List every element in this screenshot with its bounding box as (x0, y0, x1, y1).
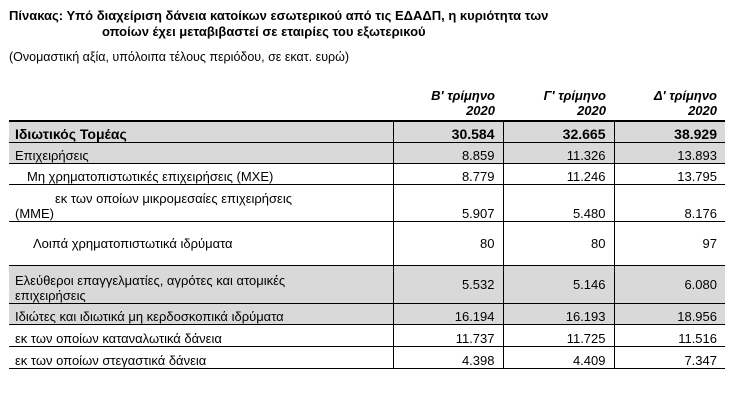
cell-value: 16.193 (503, 303, 614, 324)
row-label (9, 184, 393, 221)
cell-value: 30.584 (393, 121, 503, 142)
row-label: Επιχειρήσεις (9, 142, 393, 163)
row-label: Μη χρηματοπιστωτικές επιχειρήσεις (ΜΧΕ) (9, 163, 393, 184)
cell-value: 4.409 (503, 346, 614, 368)
cell-value: 97 (614, 221, 725, 265)
table-row-private-sector (9, 121, 725, 142)
row-label-line2: (ΜΜΕ) (15, 205, 54, 221)
table-row-other-financial (9, 221, 725, 265)
row-label: εκ των οποίων καταναλωτικά δάνεια (9, 324, 393, 346)
cell-value: 11.725 (503, 324, 614, 346)
table-row-housing-loans (9, 346, 725, 368)
cell-value: 16.194 (393, 303, 503, 324)
table-header-row (9, 77, 725, 121)
cell-value: 11.737 (393, 324, 503, 346)
cell-value: 8.859 (393, 142, 503, 163)
cell-value: 5.907 (393, 184, 503, 221)
row-label: Λοιπά χρηματοπιστωτικά ιδρύματα (9, 221, 393, 265)
cell-value: 8.176 (614, 184, 725, 221)
header-q4-2020: Δ' τρίμηνο 2020 (614, 77, 725, 121)
cell-value: 7.347 (614, 346, 725, 368)
row-label: εκ των οποίων στεγαστικά δάνεια (9, 346, 393, 368)
cell-value: 13.893 (614, 142, 725, 163)
row-label: Ιδιωτικός Τομέας (9, 121, 393, 142)
table-row-enterprises (9, 142, 725, 163)
title-label: Πίνακας: (9, 8, 64, 23)
title-line2: οποίων έχει μεταβιβαστεί σε εταιρίες του εξωτερικού (102, 24, 426, 39)
cell-value: 18.956 (614, 303, 725, 324)
table-row-consumer-loans (9, 324, 725, 346)
table-subtitle: (Ονομαστική αξία, υπόλοιπα τέλους περιόδου, σε εκατ. ευρώ) (9, 50, 350, 64)
table-row-self-employed (9, 265, 725, 303)
table-row-households (9, 303, 725, 324)
cell-value: 13.795 (614, 163, 725, 184)
row-label-line1: Ελεύθεροι επαγγελματίες, αγρότες και ατομικές (15, 272, 286, 288)
header-q3-2020: Γ' τρίμηνο 2020 (503, 77, 614, 121)
cell-value: 11.326 (503, 142, 614, 163)
cell-value: 5.480 (503, 184, 614, 221)
cell-value: 4.398 (393, 346, 503, 368)
row-label (9, 265, 393, 303)
cell-value: 5.146 (503, 265, 614, 303)
row-label: Ιδιώτες και ιδιωτικά μη κερδοσκοπικά ιδρύματα (9, 303, 393, 324)
header-q2-2020: Β' τρίμηνο 2020 (393, 77, 503, 121)
data-table (9, 77, 725, 369)
cell-value: 11.516 (614, 324, 725, 346)
cell-value: 38.929 (614, 121, 725, 142)
cell-value: 32.665 (503, 121, 614, 142)
cell-value: 80 (393, 221, 503, 265)
row-label-line2: επιχειρήσεις (15, 287, 86, 303)
table-title (9, 8, 724, 40)
cell-value: 5.532 (393, 265, 503, 303)
cell-value: 8.779 (393, 163, 503, 184)
table-row-sme (9, 184, 725, 221)
cell-value: 80 (503, 221, 614, 265)
header-blank-cell (9, 77, 393, 121)
row-label-line1: εκ των οποίων μικρομεσαίες επιχειρήσεις (55, 190, 292, 206)
title-line1: Υπό διαχείριση δάνεια κατοίκων εσωτερικού από τις ΕΔΑΔΠ, η κυριότητα των (66, 8, 549, 23)
cell-value: 11.246 (503, 163, 614, 184)
cell-value: 6.080 (614, 265, 725, 303)
table-row-nfc (9, 163, 725, 184)
